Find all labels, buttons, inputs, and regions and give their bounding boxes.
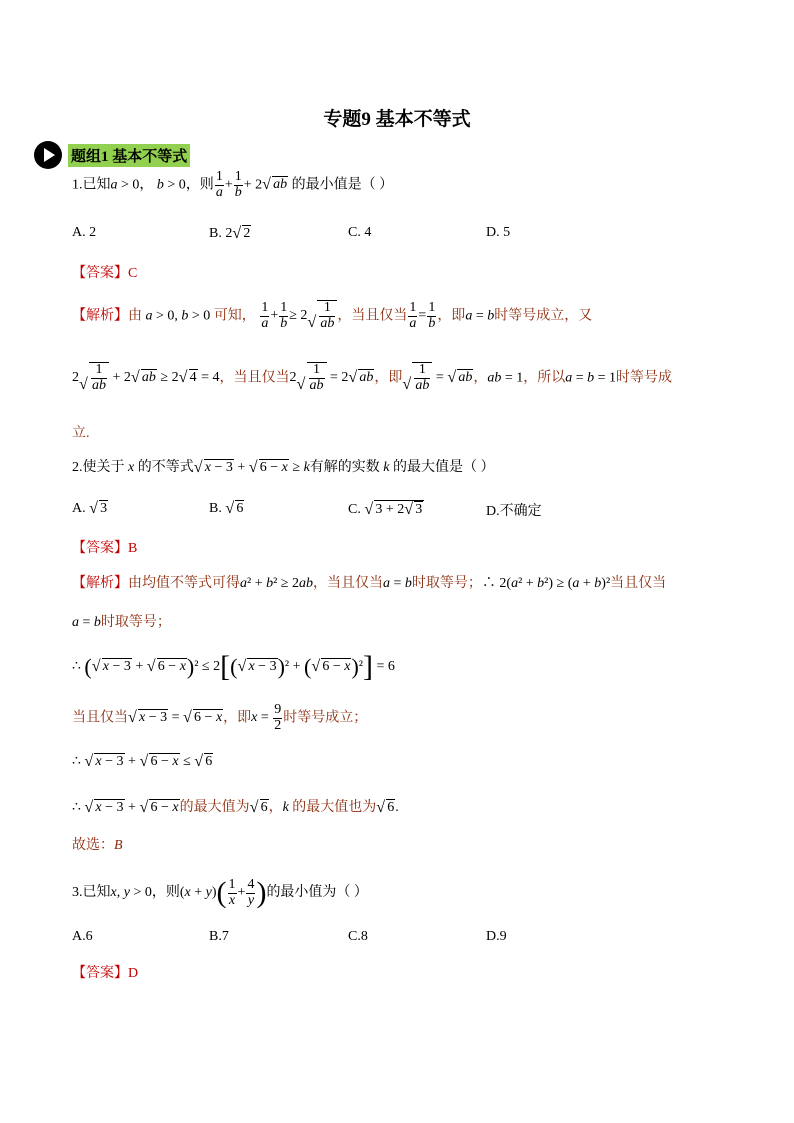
q2-analysis-line-4: 当且仅当√ x − 3 = √ 6 − x，即x = $\frac{9}{2}$ 时等号成立； <box>72 703 367 733</box>
q2-option-d: D.不确定 <box>486 504 542 519</box>
q2-option-b: B. √ 6 <box>209 500 244 517</box>
q2-analysis-line-5: ∴ √ x − 3 + √ 6 − x ≤ √ 6 <box>72 753 213 770</box>
q2-option-c: C. √ 3 + 2√ 3 <box>348 500 424 518</box>
q3-answer: 【答案】D <box>72 966 139 981</box>
q1-answer: 【答案】C <box>72 266 138 281</box>
q1-option-d: D. 5 <box>486 225 511 240</box>
question-1-stem: 1.已知a > 0， b > 0，则 $\frac{1}{a}$ + $\frac{1}{b}$ + 2√ ab 的最小值是（ ） <box>72 170 393 200</box>
q3-option-d: D.9 <box>486 929 507 944</box>
q1-option-a: A. 2 <box>72 225 97 240</box>
q2-option-a: A. √ 3 <box>72 500 108 517</box>
q3-option-a: A.6 <box>72 929 93 944</box>
q1-analysis-line-3: 立. <box>72 426 90 441</box>
q1-analysis-line-2: 2 √ $\frac{1}{ab}$ + 2√ ab ≥ 2√ 4 = 4，当且仅当2 √ $\frac{1}{ab}$ = 2√ ab，即 √ $\frac{1}{ab}$ = √ ab，ab = 1，所以a = b = 1时等号成 <box>72 362 672 393</box>
q1-option-c: C. 4 <box>348 225 372 240</box>
play-arrow-icon <box>34 141 62 169</box>
q2-analysis-line-1: 【解析】由均值不等式可得a² + b² ≥ 2ab，当且仅当a = b时取等号；∴ 2(a² + b²) ≥ (a + b)²当且仅当 <box>72 576 667 591</box>
q2-answer: 【答案】B <box>72 541 138 556</box>
q3-option-b: B.7 <box>209 929 229 944</box>
q1-option-b: B. 2√ 2 <box>209 225 251 242</box>
q2-analysis-line-2: a = b时取等号； <box>72 615 171 630</box>
q2-choice: 故选：B <box>72 838 123 853</box>
q1-analysis-line-1: 【解析】由 a > 0, b > 0 可知， $\frac{1}{a}$ + $\frac{1}{b}$ ≥ 2 √ $\frac{1}{ab}$ ，当且仅当 $\frac{1}{a}$ = $\frac{1}{b}$ ，即a = b时等号成立，又 <box>72 300 592 331</box>
question-2-stem: 2.使关于 x 的不等式√ x − 3 + √ 6 − x ≥ k有解的实数 k 的最大值是（ ） <box>72 456 495 476</box>
q2-analysis-line-3: ∴ (√ x − 3 + √ 6 − x)² ≤ 2[(√ x − 3)² + (√ 6 − x)²] = 6 <box>72 650 395 684</box>
group-label: 题组1 基本不等式 <box>68 144 190 167</box>
q2-analysis-line-6: ∴ √ x − 3 + √ 6 − x的最大值为√ 6，k 的最大值也为√ 6. <box>72 796 399 816</box>
q3-option-c: C.8 <box>348 929 368 944</box>
page-title: 专题9 基本不等式 <box>323 109 471 130</box>
question-3-stem: 3.已知x, y > 0，则(x + y)( $\frac{1}{x}$ + $\frac{4}{y}$ )的最小值为（ ） <box>72 876 368 909</box>
